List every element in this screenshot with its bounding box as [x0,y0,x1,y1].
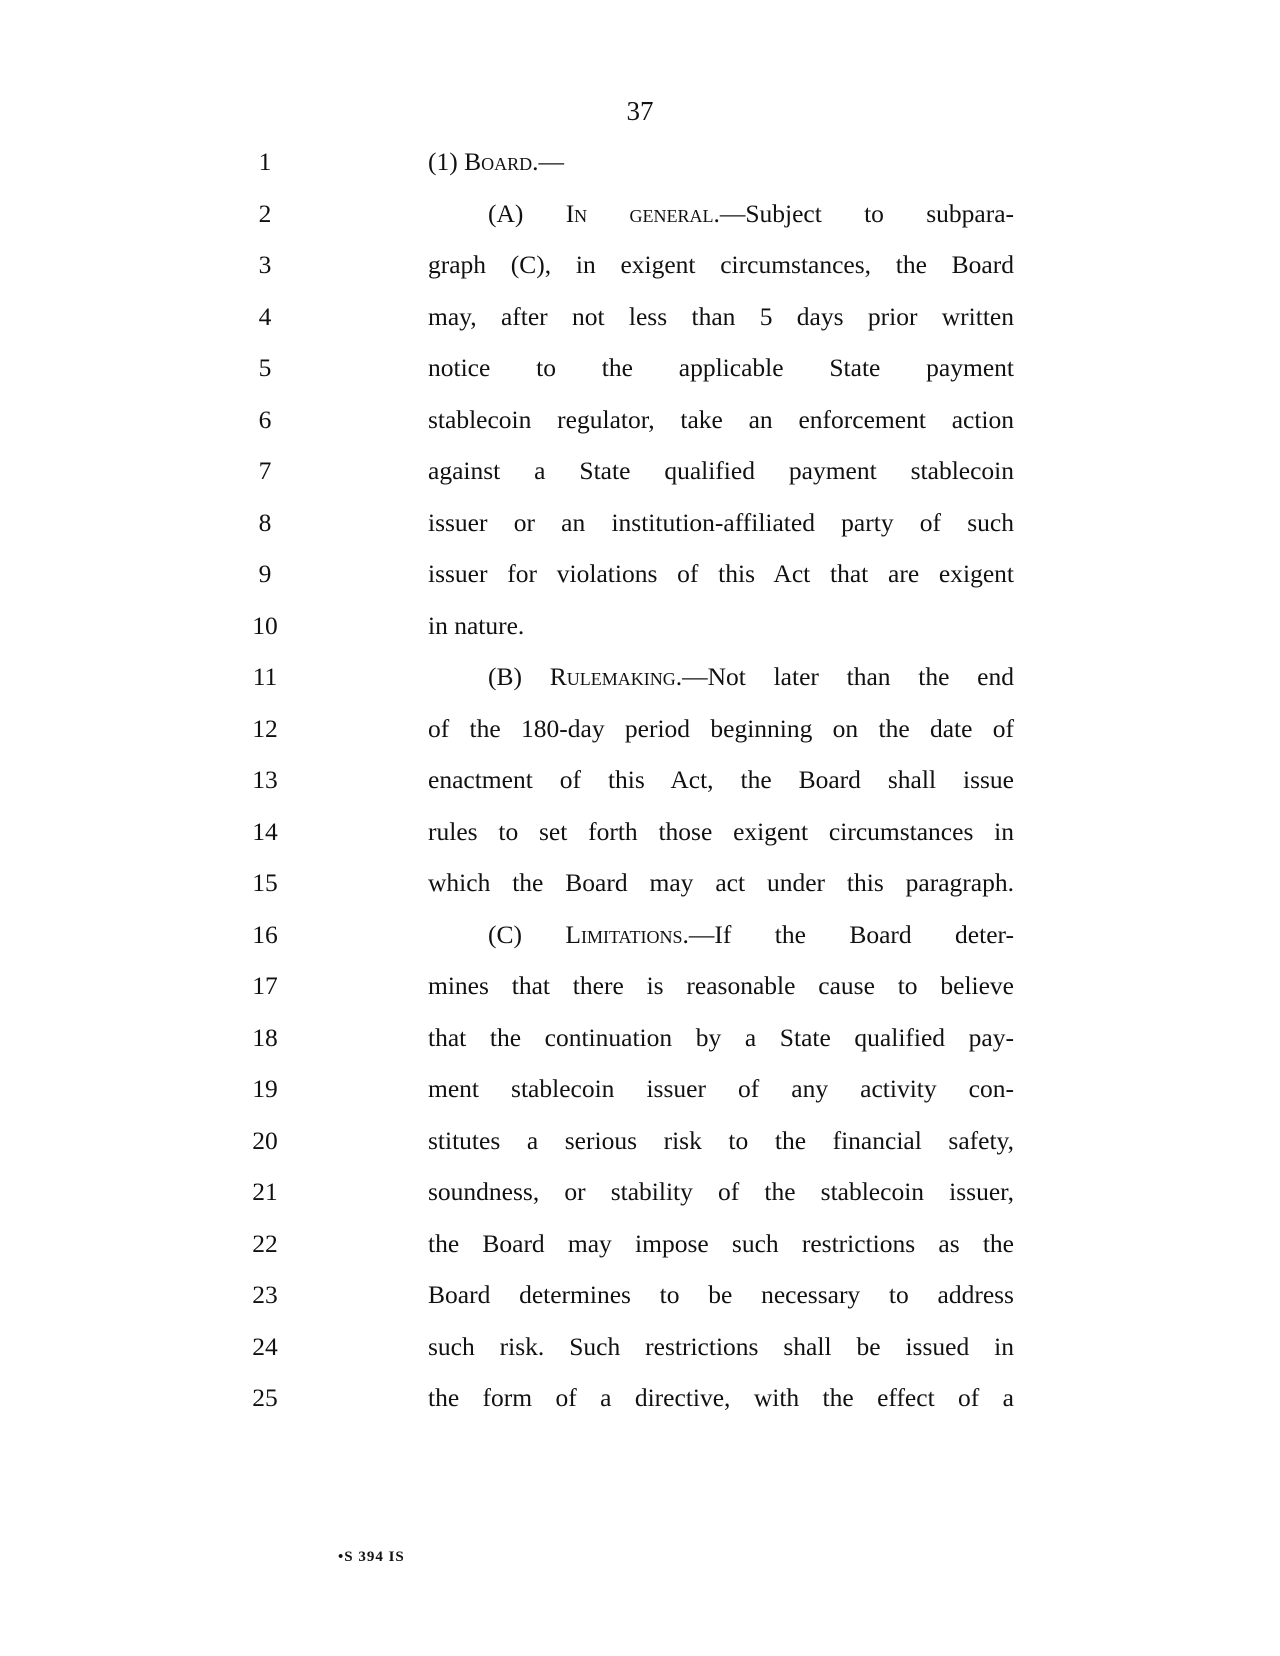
bill-line [0,451,1280,491]
bill-line [0,915,1280,955]
line-text [428,297,1014,337]
bill-identifier-footer: •S 394 IS [338,1549,405,1565]
bill-line [0,1327,1280,1367]
line-number: 13 [252,765,278,794]
line-text [428,1378,1014,1418]
text-run: soundness, or stability of the stablecoin issuer, [428,1177,1014,1206]
bill-line [0,1121,1280,1161]
line-number: 19 [252,1074,278,1103]
line-text [428,1327,1014,1367]
line-text [428,1121,1014,1161]
text-run: .— [532,147,564,176]
text-run: (C) [488,919,566,949]
text-run: graph (C), in exigent circumstances, the Board [428,250,1014,279]
text-run: Board determines to be necessary to address [428,1280,1014,1309]
line-text [428,1224,1014,1264]
line-text [428,245,1014,285]
line-text [428,1018,1014,1058]
line-text [488,915,1014,955]
line-text [428,400,1014,440]
text-run: (A) [488,198,566,228]
bill-line [0,606,1280,646]
line-number: 22 [252,1228,278,1258]
bill-line [0,863,1280,903]
line-text [428,812,1014,852]
bill-line [0,400,1280,440]
line-text [428,709,1014,749]
line-number: 4 [258,301,272,331]
line-text [428,1172,1014,1212]
line-text [428,966,1014,1006]
text-run: stitutes a serious risk to the financial safety, [428,1125,1014,1155]
text-run: rules to set forth those exigent circumstances in [428,816,1014,846]
section-heading: Limitations [565,919,683,949]
line-text [428,863,1014,903]
text-run: ment stablecoin issuer of any activity con- [428,1074,1014,1103]
line-number: 17 [252,971,278,1000]
line-number: 15 [252,868,278,897]
text-run: notice to the applicable State payment [428,353,1014,382]
bill-line [0,1018,1280,1058]
line-text [488,194,1014,234]
line-text [428,451,1014,491]
line-number: 21 [252,1177,278,1206]
line-number: 12 [252,713,278,743]
text-run: issuer or an institution-affiliated party of such [428,507,1014,537]
line-number: 25 [252,1383,278,1412]
line-number: 16 [252,919,278,949]
bill-line [0,503,1280,543]
text-run: enactment of this Act, the Board shall issue [428,765,1014,794]
text-run: stablecoin regulator, take an enforcement action [428,404,1014,434]
bill-line [0,1172,1280,1212]
line-number: 7 [258,456,272,485]
text-run: .—Not later than the end [675,662,1014,691]
text-run: such risk. Such restrictions shall be issued in [428,1331,1014,1361]
text-run: may, after not less than 5 days prior written [428,301,1014,331]
line-number: 20 [252,1125,278,1155]
line-number: 23 [252,1280,278,1309]
line-text [428,503,1014,543]
line-number: 11 [252,662,278,691]
text-run: which the Board may act under this paragraph. [428,868,1014,897]
text-run: the Board may impose such restrictions as the [428,1228,1014,1258]
line-number: 10 [252,610,278,640]
section-heading: In general [565,198,714,228]
page-number: 37 [626,96,654,126]
line-text [428,760,1014,800]
line-number: 5 [258,353,272,382]
bill-line [0,1275,1280,1315]
line-text [428,606,1014,646]
bill-line [0,297,1280,337]
text-run: the form of a directive, with the effect of a [428,1383,1014,1412]
section-heading: Rulemaking [549,662,676,691]
text-run: (B) [488,662,550,691]
text-run: issuer for violations of this Act that are exigent [428,559,1014,588]
bill-line [0,966,1280,1006]
text-run: against a State qualified payment stablecoin [428,456,1014,485]
line-text [428,142,1014,182]
bill-line [0,348,1280,388]
bill-line [0,760,1280,800]
line-number: 3 [258,250,272,279]
line-number: 18 [252,1022,278,1052]
line-number: 14 [252,816,278,846]
text-run: mines that there is reasonable cause to believe [428,971,1014,1000]
section-heading: Board [464,147,533,176]
bill-line [0,1069,1280,1109]
text-run: (1) [428,147,465,176]
text-run: .—If the Board deter- [682,919,1014,949]
bill-line [0,142,1280,182]
line-text [488,657,1014,697]
bill-line [0,812,1280,852]
line-number: 1 [258,147,272,176]
bill-line [0,657,1280,697]
text-run: that the continuation by a State qualified pay- [428,1022,1014,1052]
line-number: 8 [258,507,272,537]
bill-line [0,1378,1280,1418]
line-number: 24 [252,1331,278,1361]
line-text [428,1275,1014,1315]
line-text [428,348,1014,388]
line-number: 6 [258,404,272,434]
bill-line [0,1224,1280,1264]
text-run: .—Subject to subpara- [713,198,1014,228]
line-number: 9 [258,559,272,588]
bill-line [0,194,1280,234]
bill-line [0,554,1280,594]
line-text [428,1069,1014,1109]
text-run: of the 180-day period beginning on the date of [428,713,1014,743]
bill-line [0,709,1280,749]
line-number: 2 [258,198,272,228]
line-text [428,554,1014,594]
bill-line [0,245,1280,285]
text-run: in nature. [428,610,525,640]
